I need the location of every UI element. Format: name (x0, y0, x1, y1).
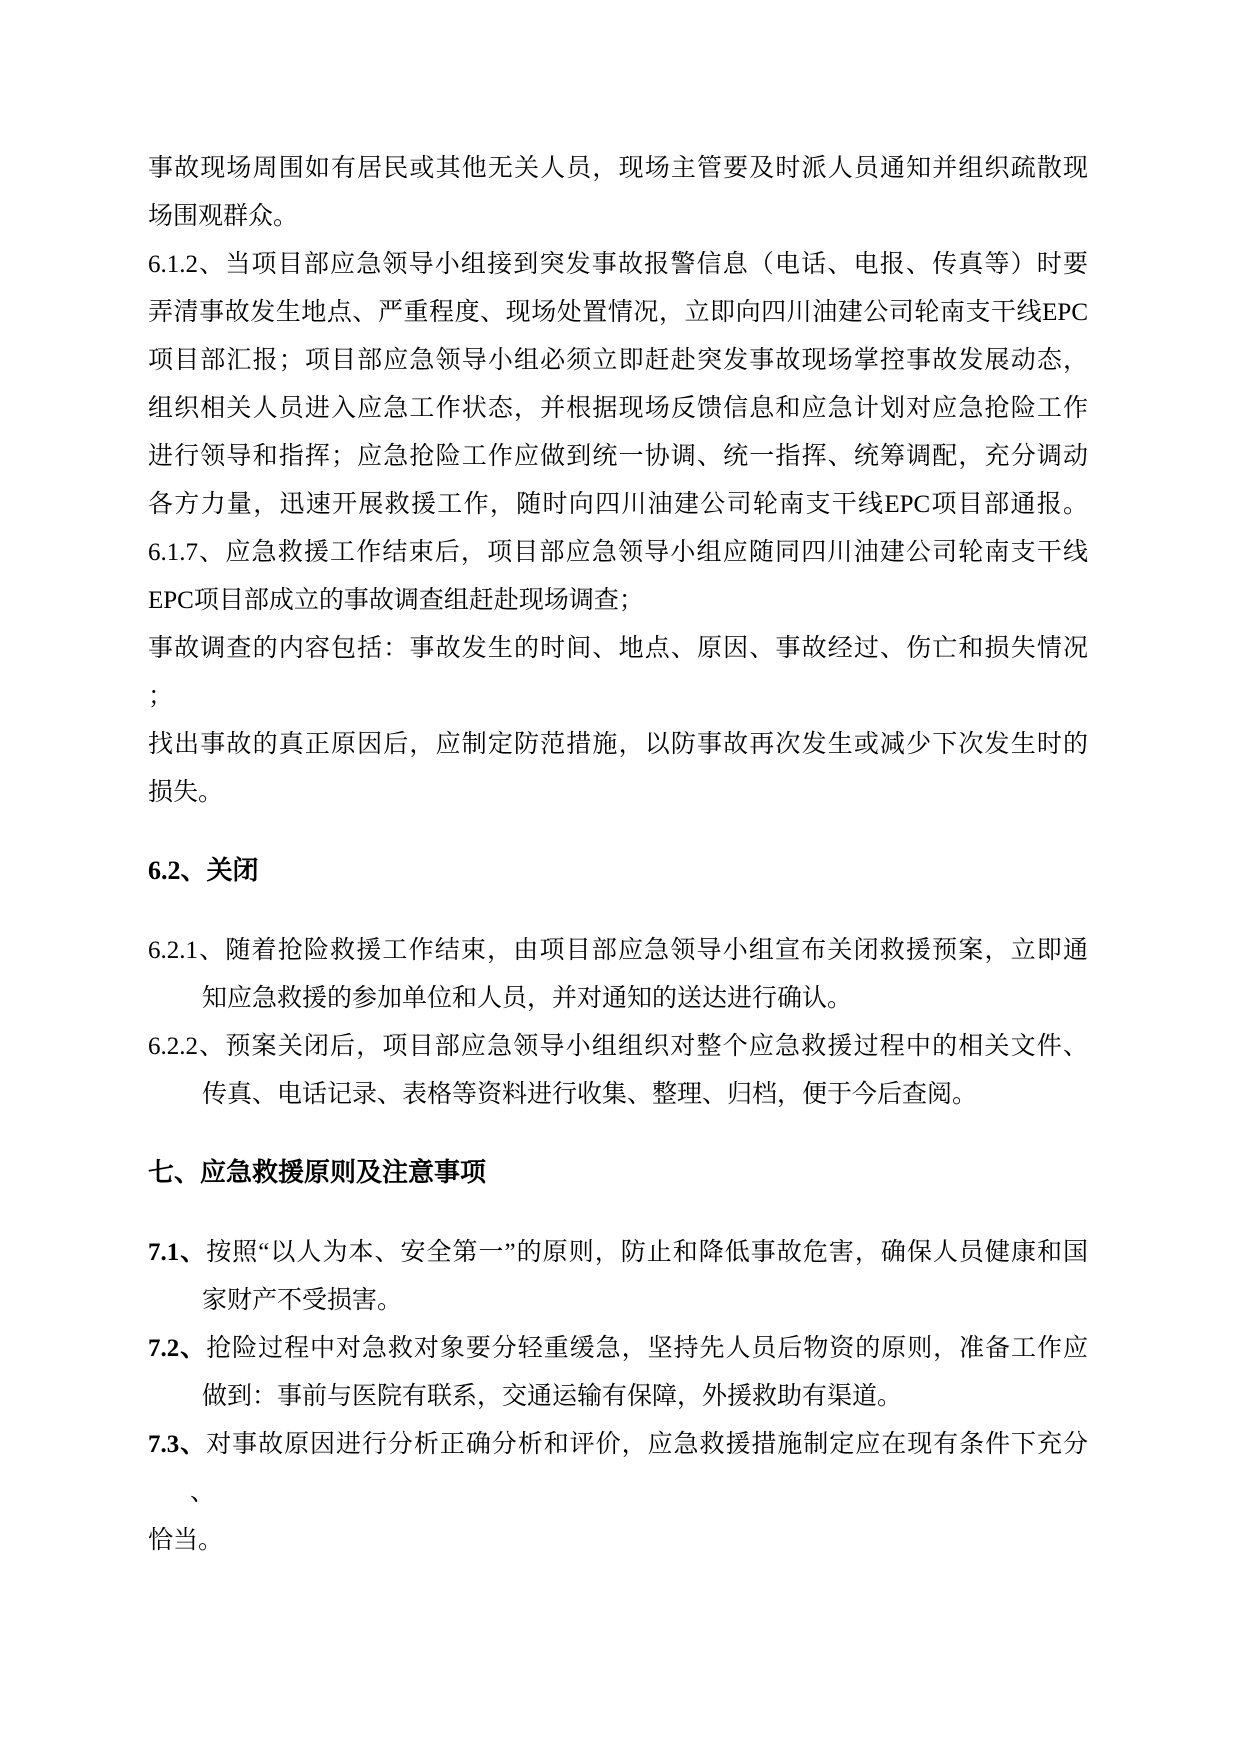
text-line: 、 (190, 1479, 216, 1506)
text-line: ； (148, 683, 174, 710)
text-line: 组织相关人员进入应急工作状态，并根据现场反馈信息和应急计划对应急抢险工作 (148, 395, 1088, 422)
text-line: 损失。 (148, 779, 224, 806)
text-line: 家财产不受损害。 (202, 1287, 403, 1314)
text-line: 场围观群众。 (148, 203, 299, 230)
text-line: 事故调查的内容包括：事故发生的时间、地点、原因、事故经过、伤亡和损失情况 (148, 635, 1088, 662)
text-line: 找出事故的真正原因后，应制定防范措施，以防事故再次发生或减少下次发生时的 (148, 731, 1088, 758)
text-line: 6.1.2、当项目部应急领导小组接到突发事故报警信息（电话、电报、传真等）时要 (148, 251, 1088, 278)
text-line: 7.3、对事故原因进行分析正确分析和评价，应急救援措施制定应在现有条件下充分 (148, 1431, 1088, 1458)
text-line: EPC项目部成立的事故调查组赶赴现场调查； (148, 587, 644, 614)
text-line: 恰当。 (148, 1527, 224, 1554)
text-line: 进行领导和指挥；应急抢险工作应做到统一协调、统一指挥、统筹调配，充分调动 (148, 443, 1088, 470)
text-line: 6.2.1、随着抢险救援工作结束，由项目部应急领导小组宣布关闭救援预案，立即通 (148, 937, 1088, 964)
text-line: 7.1、按照“以人为本、安全第一”的原则，防止和降低事故危害，确保人员健康和国 (148, 1239, 1088, 1266)
text-line: 7.2、抢险过程中对急救对象要分轻重缓急，坚持先人员后物资的原则，准备工作应 (148, 1335, 1088, 1362)
text-line: 6.1.7、应急救援工作结束后，项目部应急领导小组应随同四川油建公司轮南支干线 (148, 539, 1088, 566)
text-line: 弄清事故发生地点、严重程度、现场处置情况，立即向四川油建公司轮南支干线EPC (148, 299, 1088, 326)
section-heading: 七、应急救援原则及注意事项 (148, 1158, 487, 1187)
text-line: 传真、电话记录、表格等资料进行收集、整理、归档，便于今后查阅。 (202, 1081, 978, 1108)
list-item-marker: 7.1、 (148, 1239, 207, 1266)
section-heading: 6.2、关闭 (148, 856, 259, 885)
text-line: 项目部汇报；项目部应急领导小组必须立即赶赴突发事故现场掌控事故发展动态， (148, 347, 1088, 374)
list-item-marker: 7.3、 (148, 1431, 207, 1458)
text-line: 事故现场周围如有居民或其他无关人员，现场主管要及时派人员通知并组织疏散现 (148, 155, 1088, 182)
text-line: 知应急救援的参加单位和人员，并对通知的送达进行确认。 (202, 985, 853, 1012)
text-line: 做到：事前与医院有联系，交通运输有保障，外援救助有渠道。 (202, 1383, 903, 1410)
text-line: 6.2.2、预案关闭后，项目部应急领导小组组织对整个应急救援过程中的相关文件、 (148, 1033, 1088, 1060)
list-item-marker: 7.2、 (148, 1335, 207, 1362)
text-line: 各方力量，迅速开展救援工作，随时向四川油建公司轮南支干线EPC项目部通报。 (148, 491, 1088, 518)
